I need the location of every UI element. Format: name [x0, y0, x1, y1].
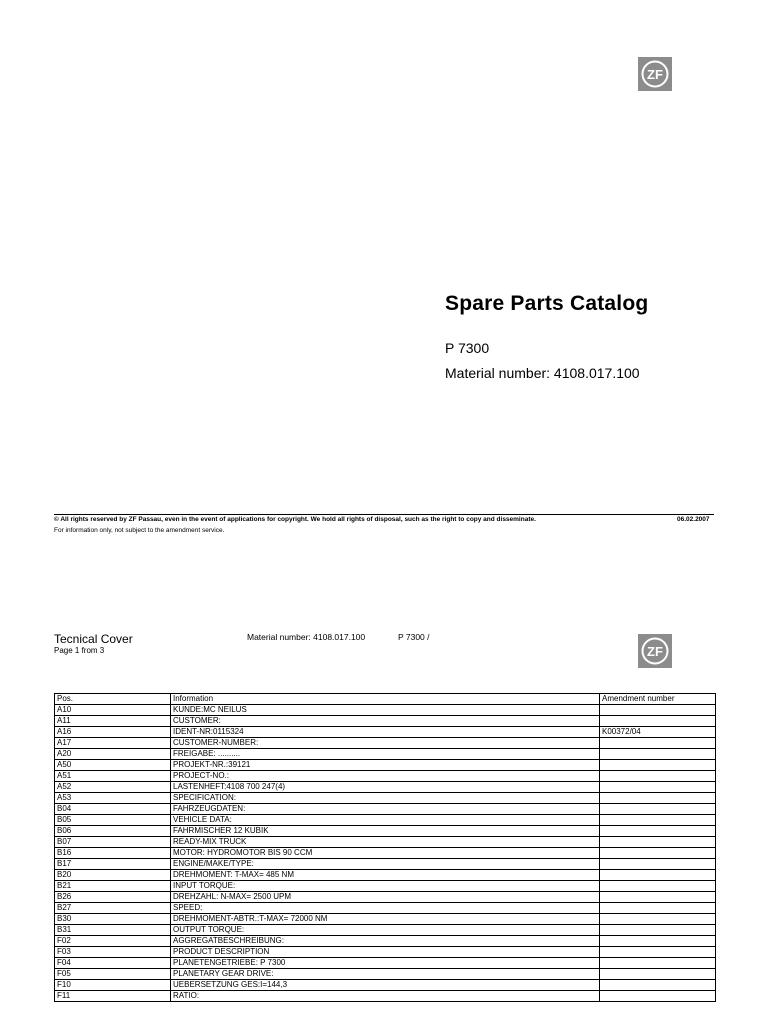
cell-pos: B06 — [55, 826, 171, 837]
cell-amendment — [600, 958, 716, 969]
cell-amendment — [600, 771, 716, 782]
cell-pos: B16 — [55, 848, 171, 859]
column-header-amendment: Amendment number — [600, 694, 716, 705]
cell-pos: B26 — [55, 892, 171, 903]
table-row — [55, 848, 716, 859]
cell-amendment — [600, 903, 716, 914]
table-row — [55, 925, 716, 936]
cell-amendment — [600, 705, 716, 716]
table-row — [55, 804, 716, 815]
table-row — [55, 914, 716, 925]
cell-pos: A50 — [55, 760, 171, 771]
svg-text:ZF: ZF — [647, 644, 663, 659]
cell-pos: A53 — [55, 793, 171, 804]
cell-information: DREHZAHL: N-MAX= 2500 UPM — [171, 892, 600, 903]
cell-information: MOTOR: HYDROMOTOR BIS 90 CCM — [171, 848, 600, 859]
cell-information: OUTPUT TORQUE: — [171, 925, 600, 936]
cell-pos: F04 — [55, 958, 171, 969]
cell-information: FAHRMISCHER 12 KUBIK — [171, 826, 600, 837]
cell-pos: F11 — [55, 991, 171, 1002]
cell-pos: B21 — [55, 881, 171, 892]
table-row — [55, 892, 716, 903]
cell-amendment — [600, 716, 716, 727]
cell-information: UEBERSETZUNG GES:I=144,3 — [171, 980, 600, 991]
table-row — [55, 870, 716, 881]
cell-pos: A51 — [55, 771, 171, 782]
table-row — [55, 815, 716, 826]
cell-pos: B05 — [55, 815, 171, 826]
cell-pos: A10 — [55, 705, 171, 716]
cell-amendment — [600, 749, 716, 760]
svg-text:ZF: ZF — [647, 67, 663, 82]
cell-amendment — [600, 826, 716, 837]
cell-information: FREIGABE: .......... — [171, 749, 600, 760]
cell-pos: A17 — [55, 738, 171, 749]
cell-information: ENGINE/MAKE/TYPE: — [171, 859, 600, 870]
cover-title: Tecnical Cover — [54, 632, 133, 646]
table-row — [55, 749, 716, 760]
cell-amendment — [600, 804, 716, 815]
cell-amendment — [600, 991, 716, 1002]
cell-amendment — [600, 782, 716, 793]
cell-information: IDENT-NR:0115324 — [171, 727, 600, 738]
table-row — [55, 793, 716, 804]
cell-amendment — [600, 738, 716, 749]
cell-amendment — [600, 793, 716, 804]
zf-logo-icon — [640, 59, 670, 89]
table-row — [55, 903, 716, 914]
cell-amendment — [600, 914, 716, 925]
cell-information: DREHMOMENT-ABTR.:T-MAX= 72000 NM — [171, 914, 600, 925]
table-row — [55, 738, 716, 749]
column-header-information: Information — [171, 694, 600, 705]
table-row — [55, 771, 716, 782]
cell-pos: B31 — [55, 925, 171, 936]
table-row — [55, 859, 716, 870]
cell-amendment — [600, 760, 716, 771]
cell-amendment — [600, 870, 716, 881]
cell-amendment — [600, 881, 716, 892]
cell-information: READY-MIX TRUCK — [171, 837, 600, 848]
zf-logo-cover — [638, 634, 672, 668]
cell-pos: B07 — [55, 837, 171, 848]
cell-pos: A16 — [55, 727, 171, 738]
cell-pos: F10 — [55, 980, 171, 991]
table-row — [55, 705, 716, 716]
cell-information: PRODUCT DESCRIPTION — [171, 947, 600, 958]
cell-amendment — [600, 815, 716, 826]
cell-information: KUNDE:MC NEILUS — [171, 705, 600, 716]
table-row — [55, 881, 716, 892]
zf-logo — [638, 57, 672, 91]
cell-pos: B30 — [55, 914, 171, 925]
table-header-row — [55, 694, 716, 705]
column-header-pos: Pos. — [55, 694, 171, 705]
table-row — [55, 837, 716, 848]
cell-information: PLANETARY GEAR DRIVE: — [171, 969, 600, 980]
cell-information: SPECIFICATION: — [171, 793, 600, 804]
cell-pos: B20 — [55, 870, 171, 881]
catalog-title: Spare Parts Catalog — [445, 292, 649, 315]
cell-amendment — [600, 947, 716, 958]
cell-pos: F02 — [55, 936, 171, 947]
cell-information: AGGREGATBESCHREIBUNG: — [171, 936, 600, 947]
table-row — [55, 991, 716, 1002]
parts-table — [54, 693, 716, 1002]
copyright-notice: © All rights reserved by ZF Passau, even in the event of applications for copyright. We hold all rights of disposal, such as the right to copy and disseminate. — [54, 516, 536, 523]
table-row — [55, 727, 716, 738]
zf-logo-icon — [640, 636, 670, 666]
information-note: For information only, not subject to the amendment service. — [54, 527, 225, 534]
cell-amendment — [600, 980, 716, 991]
table-row — [55, 980, 716, 991]
table-row — [55, 782, 716, 793]
cell-amendment — [600, 837, 716, 848]
table-row — [55, 716, 716, 727]
table-row — [55, 760, 716, 771]
material-number: Material number: 4108.017.100 — [445, 365, 640, 381]
cell-amendment — [600, 925, 716, 936]
cell-pos: F03 — [55, 947, 171, 958]
cell-amendment — [600, 936, 716, 947]
cell-pos: F05 — [55, 969, 171, 980]
cell-pos: B04 — [55, 804, 171, 815]
table-row — [55, 936, 716, 947]
cover-material-number: Material number: 4108.017.100 — [247, 632, 366, 642]
cell-pos: A20 — [55, 749, 171, 760]
cell-information: PROJEKT-NR.:39121 — [171, 760, 600, 771]
cell-pos: B17 — [55, 859, 171, 870]
cell-information: PLANETENGETRIEBE: P 7300 — [171, 958, 600, 969]
cell-amendment — [600, 892, 716, 903]
cell-information: CUSTOMER-NUMBER: — [171, 738, 600, 749]
table-row — [55, 969, 716, 980]
product-name: P 7300 — [445, 340, 490, 356]
footer-divider — [54, 514, 714, 515]
page-indicator: Page 1 from 3 — [54, 646, 105, 655]
cover-product: P 7300 / — [398, 632, 430, 642]
cell-information: VEHICLE DATA: — [171, 815, 600, 826]
cell-information: INPUT TORQUE: — [171, 881, 600, 892]
cell-information: CUSTOMER: — [171, 716, 600, 727]
cell-information: SPEED: — [171, 903, 600, 914]
table-row — [55, 947, 716, 958]
cell-amendment — [600, 859, 716, 870]
cell-pos: A11 — [55, 716, 171, 727]
cell-information: RATIO: — [171, 991, 600, 1002]
cell-amendment — [600, 848, 716, 859]
document-date: 06.02.2007 — [677, 516, 710, 523]
cell-information: LASTENHEFT:4108 700 247(4) — [171, 782, 600, 793]
table-row — [55, 958, 716, 969]
cell-information: PROJECT-NO.: — [171, 771, 600, 782]
cell-pos: A52 — [55, 782, 171, 793]
cell-information: FAHRZEUGDATEN: — [171, 804, 600, 815]
cell-information: DREHMOMENT: T-MAX= 485 NM — [171, 870, 600, 881]
table-row — [55, 826, 716, 837]
cell-amendment: K00372/04 — [600, 727, 716, 738]
cell-pos: B27 — [55, 903, 171, 914]
cell-amendment — [600, 969, 716, 980]
